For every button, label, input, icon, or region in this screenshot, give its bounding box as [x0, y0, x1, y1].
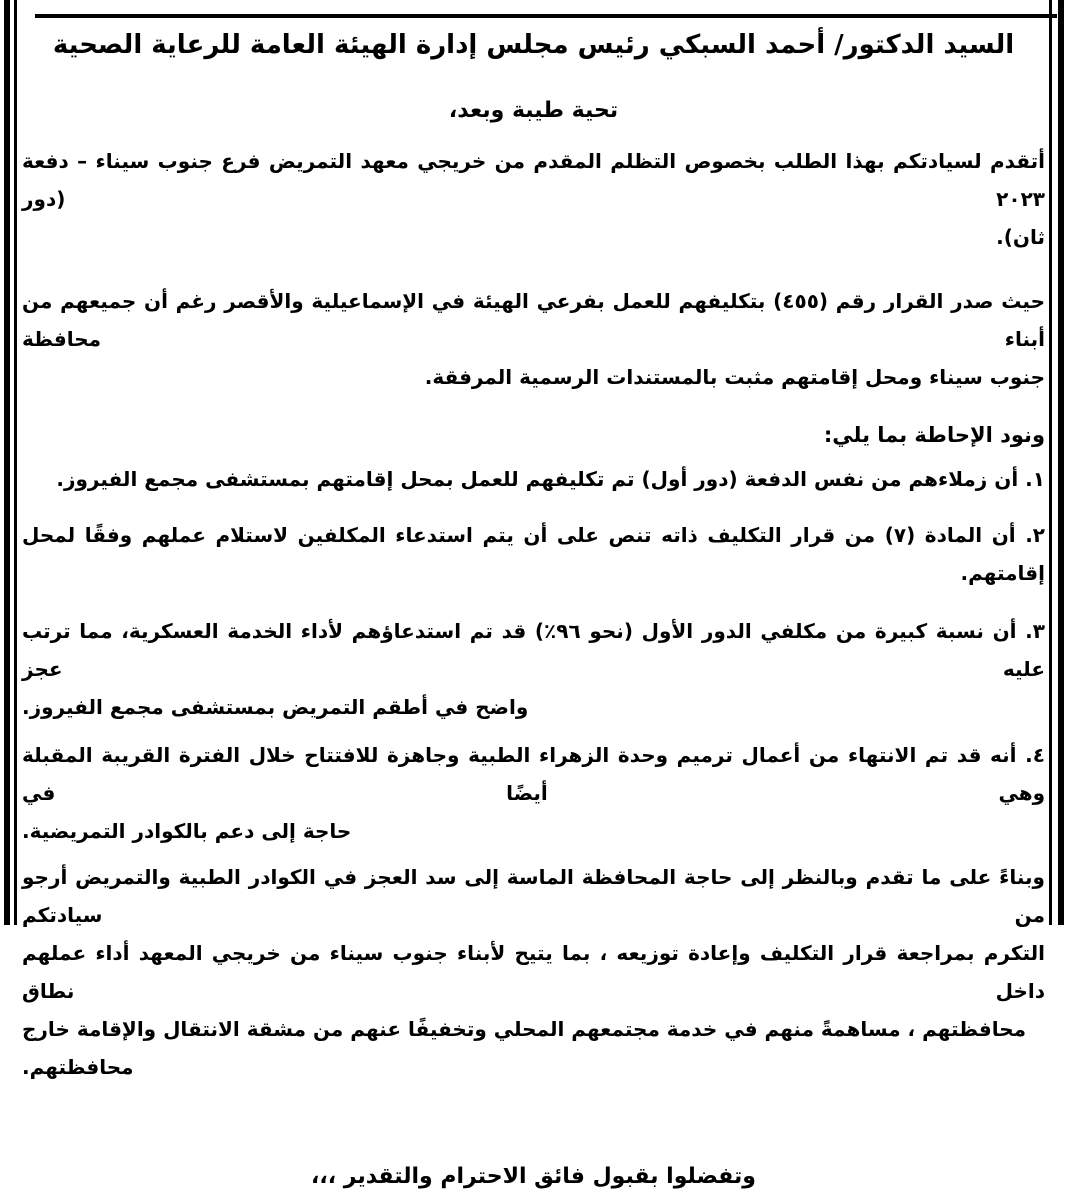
- closing-line-2: التكرم بمراجعة قرار التكليف وإعادة توزيعه ، بما يتيح لأبناء جنوب سيناء من خريجي المعهد أداء عملهم داخل نطاق: [22, 941, 1045, 1003]
- point-3-line-1: ٣. أن نسبة كبيرة من مكلفي الدور الأول (نحو ٩٦٪) قد تم استدعاؤهم لأداء الخدمة العسكرية، مما ترتب عليه عجز: [22, 619, 1045, 681]
- signoff-line: وتفضلوا بقبول فائق الاحترام والتقدير ،،،: [311, 1164, 756, 1189]
- closing-line-1: وبناءً على ما تقدم وبالنظر إلى حاجة المحافظة الماسة إلى سد العجز في الكوادر الطبية والتمريض أرجو من سيادتكم: [22, 865, 1045, 927]
- intro-line-1: أتقدم لسيادتكم بهذا الطلب بخصوص التظلم المقدم من خريجي معهد التمريض فرع جنوب سيناء – دفعة ٢٠٢٣ (دور: [22, 149, 1045, 211]
- numbered-point-4: [22, 736, 1045, 850]
- point-4-line-2: حاجة إلى دعم بالكوادر التمريضية.: [22, 819, 352, 843]
- background-line-2: جنوب سيناء ومحل إقامتهم مثبت بالمستندات الرسمية المرفقة.: [424, 365, 1045, 389]
- letter-body: [22, 0, 1045, 1196]
- point-1-line-1: ١. أن زملاءهم من نفس الدفعة (دور أول) تم تكليفهم للعمل بمحل إقامتهم بمستشفى مجمع الفيروز.: [56, 467, 1045, 491]
- recipient-line: السيد الدكتور/ أحمد السبكي رئيس مجلس إدارة الهيئة العامة للرعاية الصحية: [52, 30, 1015, 60]
- page-border-left-outer: [4, 0, 10, 925]
- background-line-1: حيث صدر القرار رقم (٤٥٥) بتكليفهم للعمل بفرعي الهيئة في الإسماعيلية والأقصر رغم أن جميعهم من أبناء محافظة: [22, 289, 1045, 351]
- page-border-right-inner: [1049, 0, 1052, 925]
- point-4-line-1: ٤. أنه قد تم الانتهاء من أعمال ترميم وحدة الزهراء الطبية وجاهزة للافتتاح خلال الفترة القريبة المقبلة وهي أيضًا في: [22, 743, 1045, 805]
- point-3-line-2: واضح في أطقم التمريض بمستشفى مجمع الفيروز.: [22, 695, 529, 719]
- greeting-line: تحية طيبة وبعد،: [448, 98, 619, 123]
- notice-heading: ونود الإحاطة بما يلي:: [823, 423, 1045, 447]
- numbered-point-1: [22, 460, 1045, 498]
- closing-paragraph: [22, 858, 1045, 1086]
- page-border-left-inner: [14, 0, 17, 925]
- closing-line-3: محافظتهم ، مساهمةً منهم في خدمة مجتمعهم المحلي وتخفيفًا عنهم من مشقة الانتقال والإقامة خارج محافظتهم.: [22, 1017, 1027, 1079]
- intro-paragraph: [22, 142, 1045, 256]
- numbered-point-2: [22, 516, 1045, 592]
- numbered-point-3: [22, 612, 1045, 726]
- background-paragraph: [22, 282, 1045, 396]
- page-border-right-outer: [1058, 0, 1064, 925]
- point-2-line-1: ٢. أن المادة (٧) من قرار التكليف ذاته تنص على أن يتم استدعاء المكلفين لاستلام عملهم وفقًا لمحل إقامتهم.: [22, 523, 1046, 585]
- intro-line-2: ثان).: [996, 225, 1045, 249]
